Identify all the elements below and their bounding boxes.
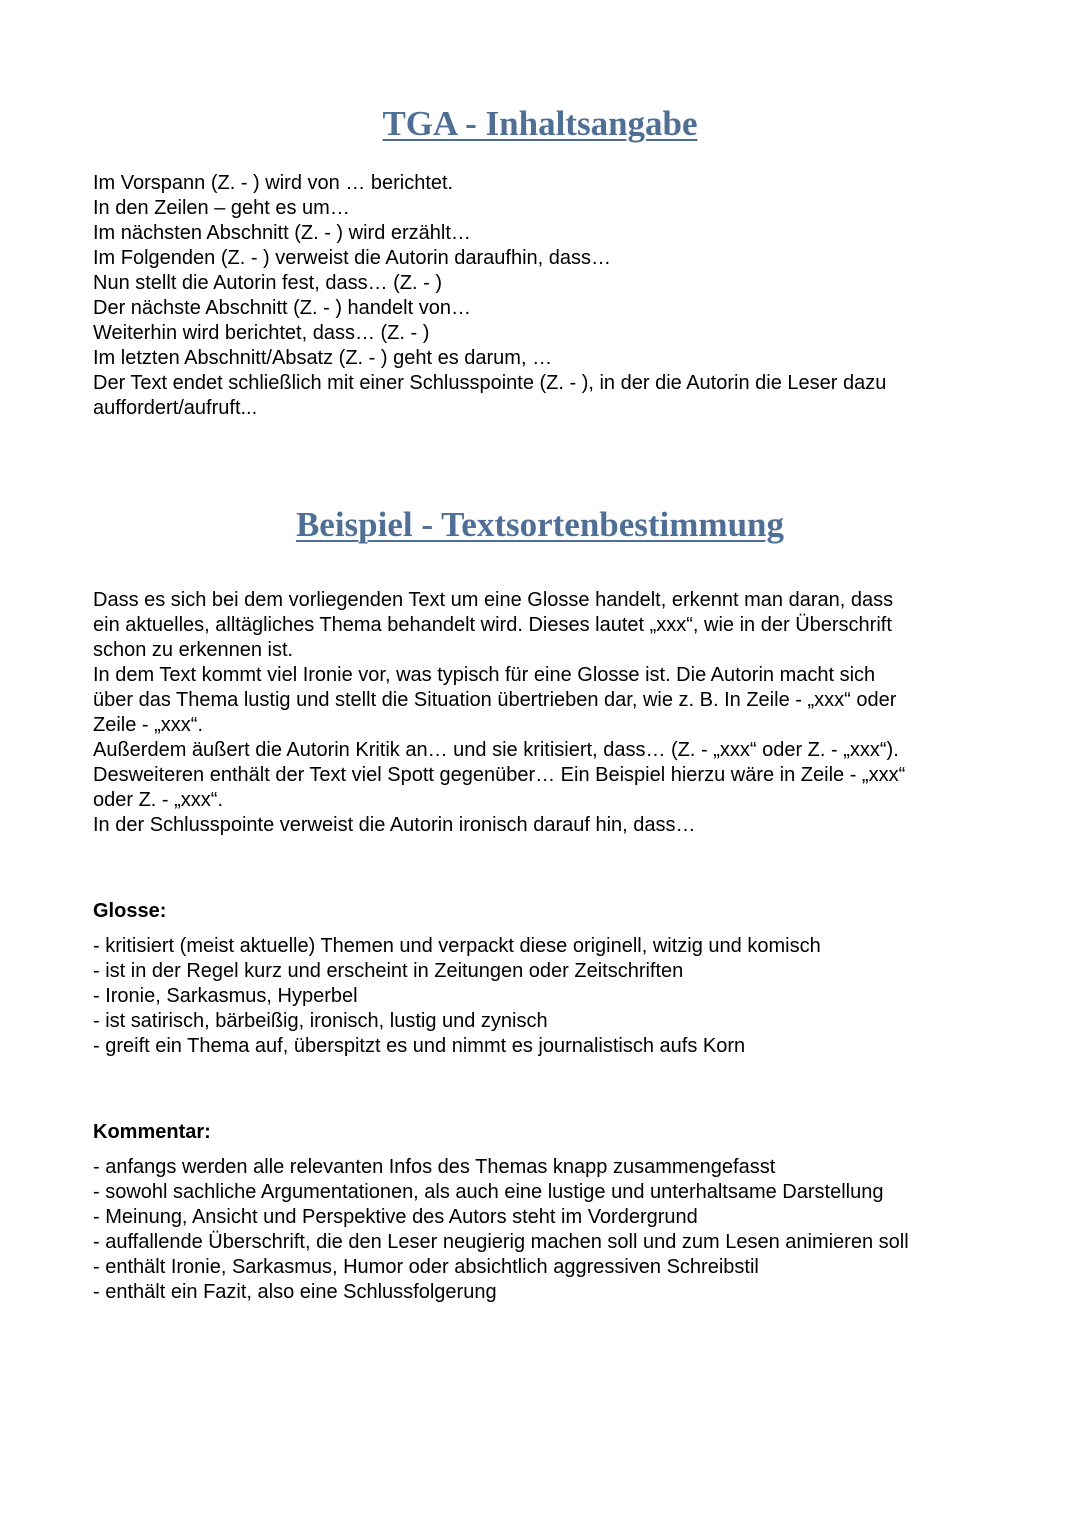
glosse-heading: Glosse:: [93, 900, 167, 922]
list-item: - sowohl sachliche Argumentationen, als auch eine lustige und unterhaltsame Darstellung: [93, 1181, 884, 1203]
example-line: oder Z. - „xxx“.: [93, 789, 224, 811]
list-item: - kritisiert (meist aktuelle) Themen und verpackt diese originell, witzig und komisch: [93, 935, 821, 957]
example-line: ein aktuelles, alltägliches Thema behandelt wird. Dieses lautet „xxx“, wie in der Überschrift: [93, 614, 892, 636]
list-item: - Ironie, Sarkasmus, Hyperbel: [93, 985, 358, 1007]
example-line: In dem Text kommt viel Ironie vor, was typisch für eine Glosse ist. Die Autorin macht sich: [93, 664, 876, 686]
glosse-list: [93, 934, 1013, 1059]
list-item: - ist satirisch, bärbeißig, ironisch, lustig und zynisch: [93, 1010, 548, 1032]
list-item: - anfangs werden alle relevanten Infos des Themas knapp zusammengefasst: [93, 1156, 776, 1178]
phrase-line: Im nächsten Abschnitt (Z. - ) wird erzählt…: [93, 222, 471, 244]
example-line: über das Thema lustig und stellt die Situation übertrieben dar, wie z. B. In Zeile - „xxx“ oder: [93, 689, 897, 711]
phrase-line: Im Vorspann (Z. - ) wird von … berichtet.: [93, 172, 454, 194]
page-title-inhaltsangabe: TGA - Inhaltsangabe: [382, 104, 698, 143]
example-line: In der Schlusspointe verweist die Autorin ironisch darauf hin, dass…: [93, 814, 696, 836]
list-item: - ist in der Regel kurz und erscheint in Zeitungen oder Zeitschriften: [93, 960, 684, 982]
inhaltsangabe-phrases: [93, 171, 993, 421]
phrase-line: Der Text endet schließlich mit einer Schlusspointe (Z. - ), in der die Autorin die Leser dazu: [93, 372, 887, 394]
section-title-textsortenbestimmung: Beispiel - Textsortenbestimmung: [295, 505, 785, 544]
phrase-line: Im letzten Abschnitt/Absatz (Z. - ) geht es darum, …: [93, 347, 553, 369]
list-item: - enthält ein Fazit, also eine Schlussfolgerung: [93, 1281, 497, 1303]
list-item: - auffallende Überschrift, die den Leser neugierig machen soll und zum Lesen animieren soll: [93, 1231, 909, 1253]
phrase-line: auffordert/aufruft...: [93, 397, 258, 419]
example-line: schon zu erkennen ist.: [93, 639, 294, 661]
phrase-line: Der nächste Abschnitt (Z. - ) handelt von…: [93, 297, 471, 319]
list-item: - greift ein Thema auf, überspitzt es und nimmt es journalistisch aufs Korn: [93, 1035, 746, 1057]
list-item: - Meinung, Ansicht und Perspektive des Autors steht im Vordergrund: [93, 1206, 698, 1228]
kommentar-heading: Kommentar:: [93, 1121, 211, 1143]
phrase-line: Weiterhin wird berichtet, dass… (Z. - ): [93, 322, 430, 344]
phrase-line: Im Folgenden (Z. - ) verweist die Autorin daraufhin, dass…: [93, 247, 612, 269]
example-line: Zeile - „xxx“.: [93, 714, 203, 736]
example-line: Dass es sich bei dem vorliegenden Text um eine Glosse handelt, erkennt man daran, dass: [93, 589, 894, 611]
textsorten-example-paragraph: [93, 588, 993, 838]
phrase-line: Nun stellt die Autorin fest, dass… (Z. - ): [93, 272, 443, 294]
example-line: Außerdem äußert die Autorin Kritik an… und sie kritisiert, dass… (Z. - „xxx“ oder Z. - „xxx“).: [93, 739, 899, 761]
list-item: - enthält Ironie, Sarkasmus, Humor oder absichtlich aggressiven Schreibstil: [93, 1256, 759, 1278]
phrase-line: In den Zeilen – geht es um…: [93, 197, 350, 219]
kommentar-list: [93, 1155, 1013, 1305]
example-line: Desweiteren enthält der Text viel Spott gegenüber… Ein Beispiel hierzu wäre in Zeile - „xxx“: [93, 764, 906, 786]
